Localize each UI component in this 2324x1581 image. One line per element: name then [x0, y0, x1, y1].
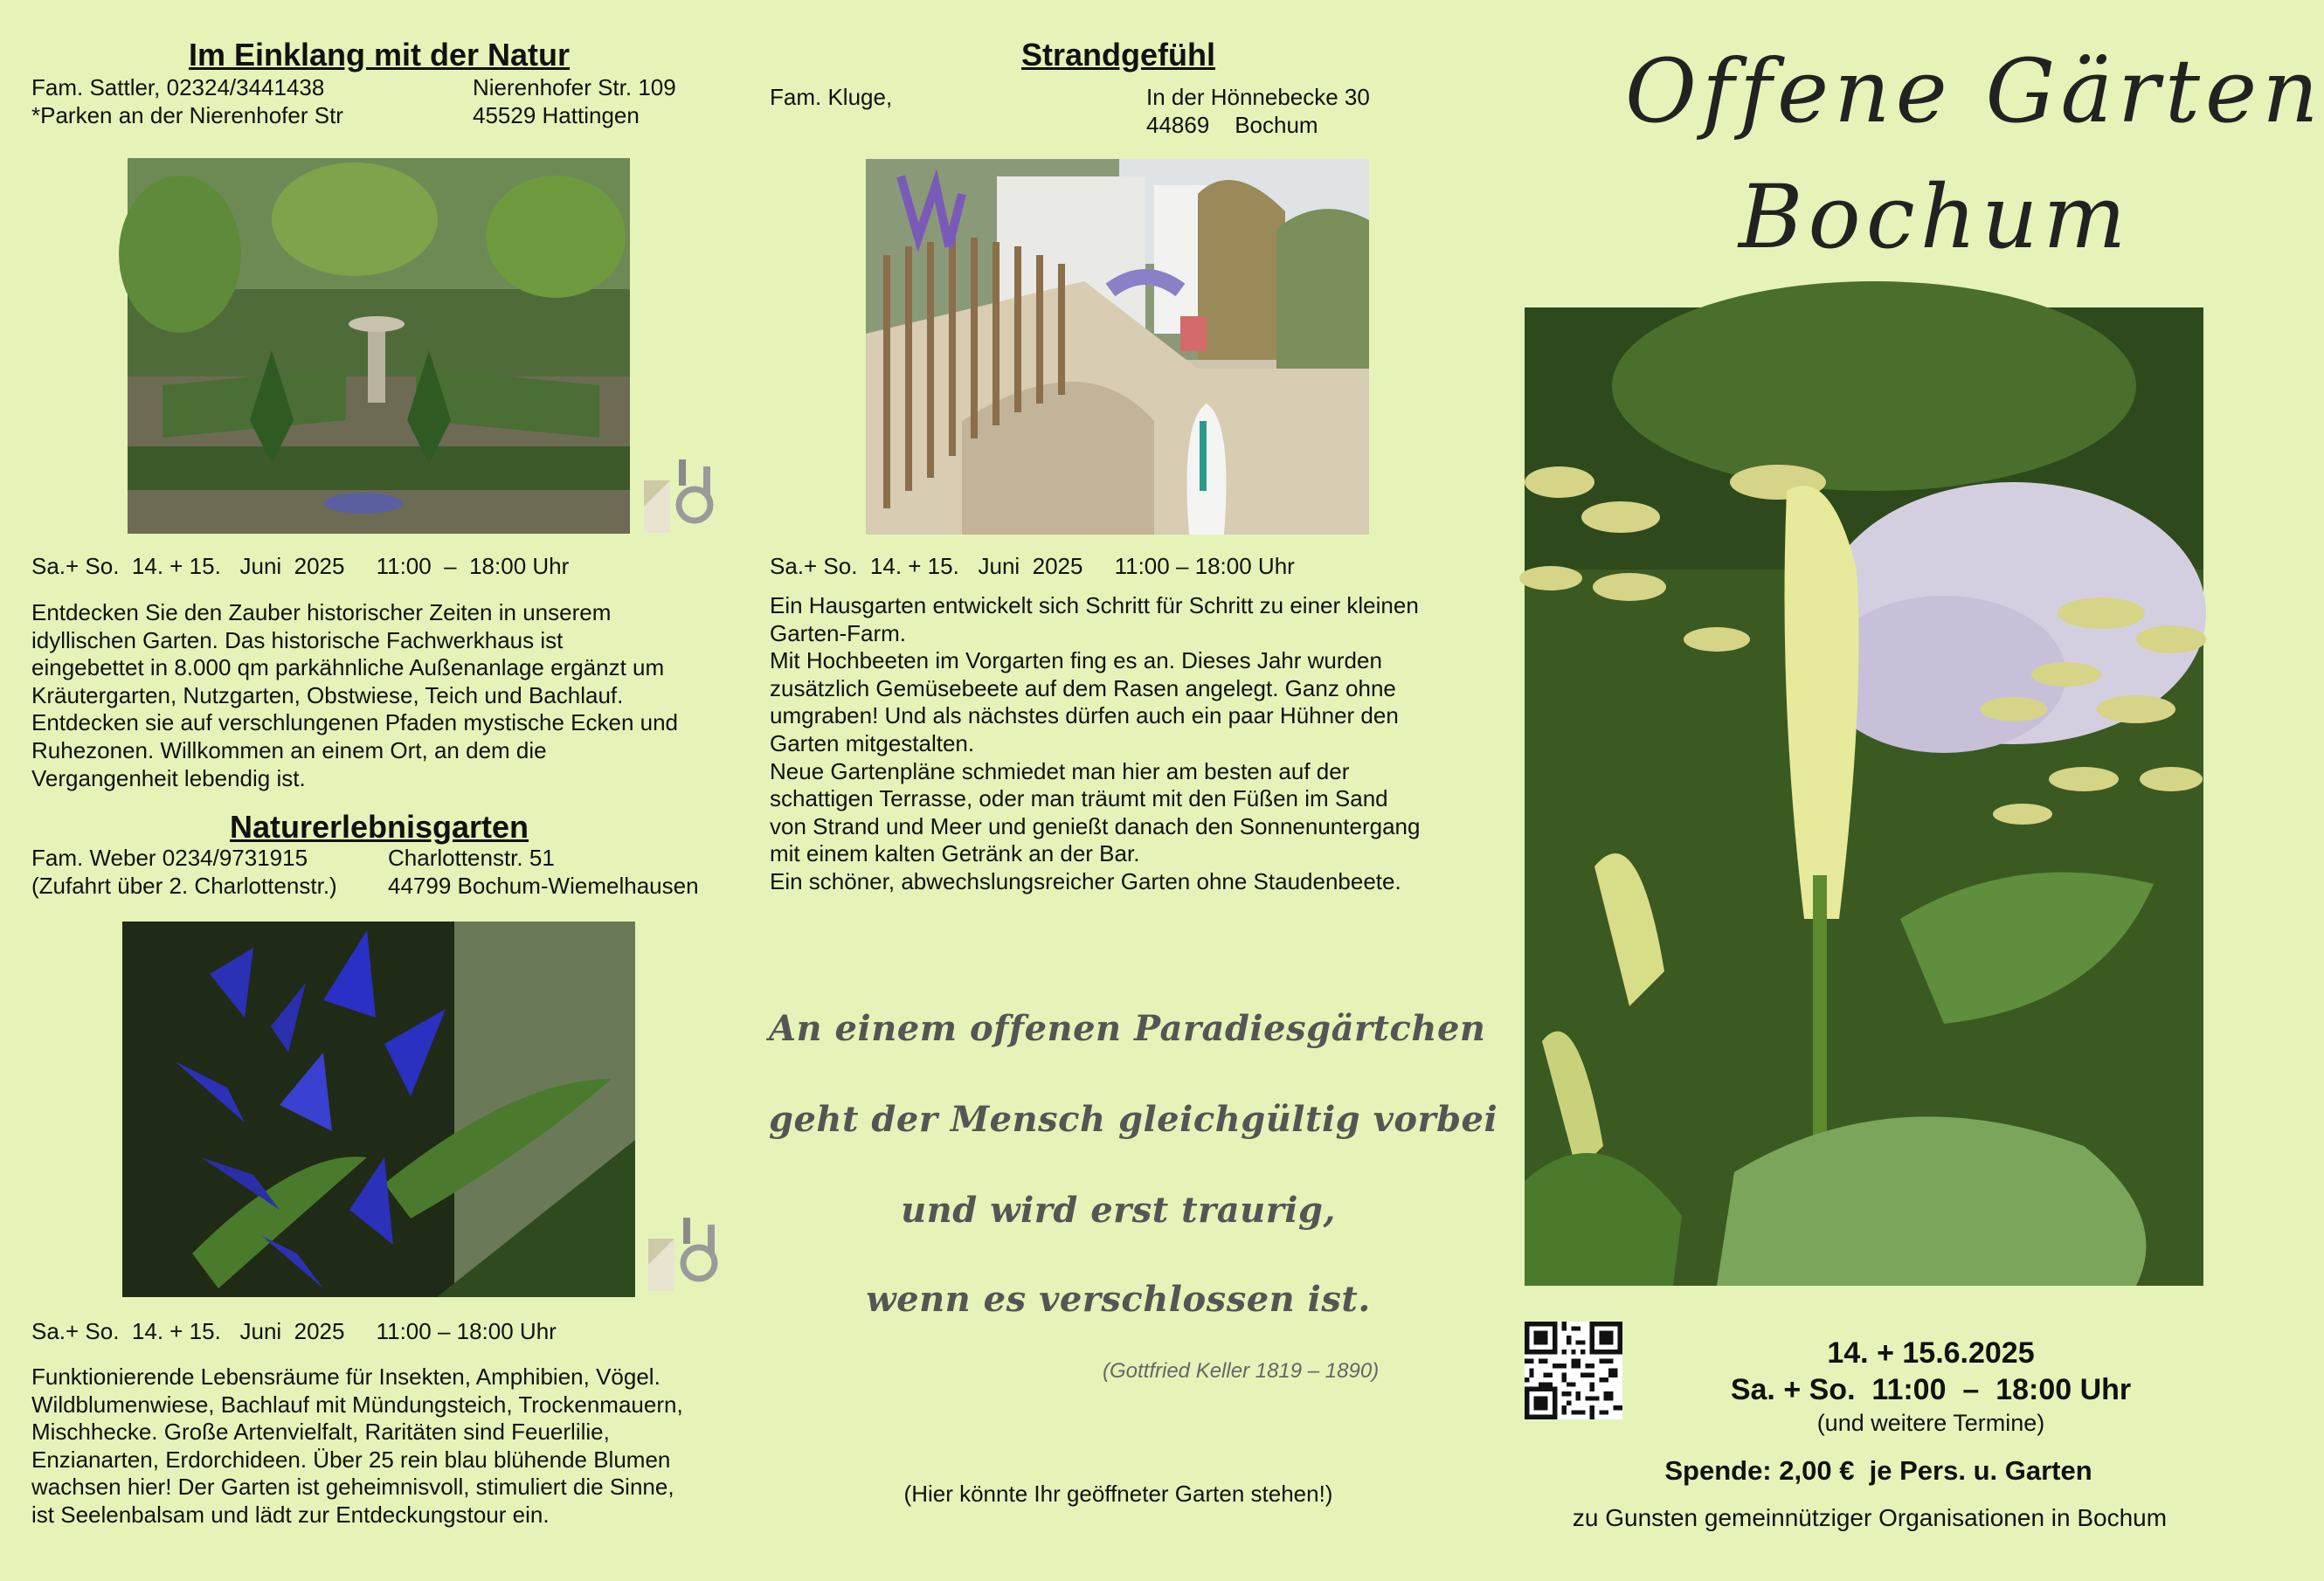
garden3-contact: Fam. Kluge,	[770, 84, 893, 110]
cover-date: 14. + 15.6.2025	[1827, 1336, 2035, 1370]
garden2-street: Charlottenstr. 51	[388, 845, 555, 871]
quote-line-3: und wird erst traurig,	[901, 1190, 1336, 1231]
quote-author: (Gottfried Keller 1819 – 1890)	[1103, 1359, 1380, 1383]
quote-line-1: An einem offenen Paradiesgärtchen	[769, 1008, 1486, 1049]
garden1-dates: Sa.+ So. 14. + 15. Juni 2025 11:00 – 18:00 Uhr	[31, 553, 570, 579]
cover-more-dates: (und weitere Termine)	[1816, 1410, 2045, 1436]
garden3-dates: Sa.+ So. 14. + 15. Juni 2025 11:00 – 18:00 Uhr	[770, 553, 1295, 579]
quote-line-2: geht der Mensch gleichgültig vorbei	[769, 1099, 1498, 1140]
garden2-access: (Zufahrt über 2. Charlottenstr.)	[31, 873, 337, 899]
cover-title-line-1: Offene Gärten	[1625, 40, 2324, 142]
qr-code-icon	[1525, 1322, 1622, 1419]
garden2-contact: Fam. Weber 0234/9731915	[31, 845, 308, 871]
garden3-title: Strandgefühl	[1021, 37, 1215, 72]
wheelchair-access-icon	[647, 1212, 725, 1295]
garden1-street: Nierenhofer Str. 109	[473, 74, 676, 100]
cover-photo	[1525, 307, 2203, 1286]
placeholder-note: (Hier könnte Ihr geöffneter Garten stehen!)	[903, 1481, 1333, 1507]
garden1-photo	[128, 158, 630, 534]
cover-beneficiary: zu Gunsten gemeinnütziger Organisationen in Bochum	[1572, 1504, 2168, 1531]
garden3-description: Ein Hausgarten entwickelt sich Schritt für Schritt zu einer kleinen Garten-Farm. Mit Hochbeeten im Vorgarten fing es an. Dieses Jahr wurden zusätzlich Gemüsebeete auf dem Rasen angelegt. Ganz ohne umgraben! Und als nächstes dürfen auch ein paar Hühner den Garten mitgestalten. Neue Gartenpläne schmiedet man hier am besten auf der schattigen Terrasse, oder man träumt mit den Füßen im Sand von Strand und Meer und genießt danach den Sonnenuntergang mit einem kalten Getränk an der Bar. Ein schöner, abwechslungsreicher Garten ohne Staudenbeete.	[770, 592, 1421, 894]
garden1-contact: Fam. Sattler, 02324/3441438	[31, 74, 325, 100]
quote-line-4: wenn es verschlossen ist.	[866, 1279, 1371, 1320]
garden2-dates: Sa.+ So. 14. + 15. Juni 2025 11:00 – 18:00 Uhr	[31, 1318, 557, 1344]
garden1-city: 45529 Hattingen	[473, 102, 640, 128]
garden3-photo	[866, 159, 1369, 535]
cover-days-time: Sa. + So. 11:00 – 18:00 Uhr	[1730, 1373, 2132, 1406]
garden1-parking: *Parken an der Nierenhofer Str	[31, 102, 343, 128]
garden3-street: In der Hönnebecke 30	[1146, 84, 1370, 110]
wheelchair-access-icon	[642, 454, 721, 537]
garden3-city: 44869 Bochum	[1146, 112, 1318, 138]
garden2-city: 44799 Bochum-Wiemelhausen	[388, 873, 699, 899]
garden2-description: Funktionierende Lebensräume für Insekten, Amphibien, Vögel. Wildblumenwiese, Bachlauf mit Mündungsteich, Trockenmauern, Mischhecke. Große Artenvielfalt, Raritäten sind Feuerlilie, Enzianarten, Erdorchideen. Über 25 rein blau blühende Blumen wachsen hier! Der Garten ist geheimnisvoll, stimuliert die Sinne, ist Seelenbalsam und lädt zur Entdeckungstour ein.	[31, 1364, 683, 1528]
garden1-description: Entdecken Sie den Zauber historischer Zeiten in unserem idyllischen Garten. Das historische Fachwerkhaus ist eingebettet in 8.000 qm parkähnliche Außenanlage ergänzt um Kräutergarten, Nutzgarten, Obstwiese, Teich und Bachlauf. Entdecken sie auf verschlungenen Pfaden mystische Ecken und Ruhezonen. Willkommen an einem Ort, an dem die Vergangenheit lebendig ist.	[31, 599, 679, 791]
cover-title-line-2: Bochum	[1739, 166, 2132, 268]
garden2-photo	[122, 922, 635, 1297]
garden1-title: Im Einklang mit der Natur	[188, 37, 571, 72]
cover-donation: Spende: 2,00 € je Pers. u. Garten	[1664, 1455, 2092, 1486]
garden2-title: Naturerlebnisgarten	[229, 809, 529, 845]
